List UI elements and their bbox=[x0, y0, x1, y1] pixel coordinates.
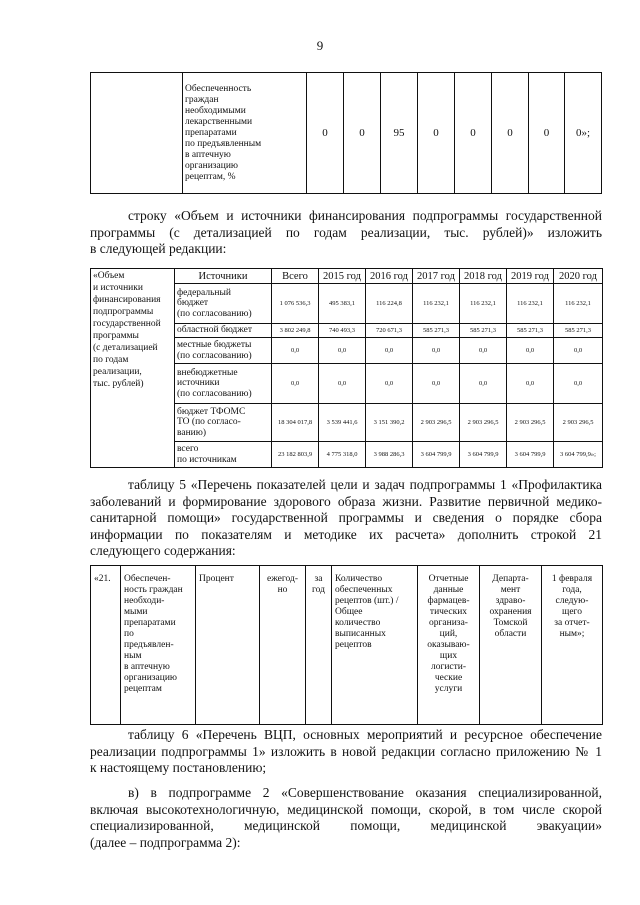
amount-cell: 116 232,1 bbox=[554, 284, 603, 324]
cell-line: Обеспечен- bbox=[124, 574, 171, 584]
cell-line: необходи- bbox=[124, 596, 165, 606]
cell-line: ций, bbox=[439, 629, 458, 639]
indicator-21-table bbox=[90, 565, 603, 725]
text-line: в следующей редакции: bbox=[90, 241, 227, 256]
cell-line: граждан bbox=[185, 94, 219, 105]
text-line: заболеваний и формирование здорового образа жизни. Развитие первичной медико- bbox=[90, 493, 602, 509]
cell-line: ность граждан bbox=[124, 585, 183, 595]
amount-cell: 23 182 803,9 bbox=[272, 442, 319, 468]
amount-cell: 2 903 296,5 bbox=[507, 404, 554, 442]
text-line: следующего содержания: bbox=[90, 543, 236, 558]
column-header: 2019 год bbox=[507, 269, 554, 284]
text-line: программы (с детализацией по годам реализации, тыс. рублей)» изложить bbox=[90, 224, 602, 240]
cell-line: ным»; bbox=[559, 629, 585, 639]
cell-line: местные бюджеты bbox=[177, 340, 252, 350]
cell-line: программы bbox=[93, 331, 139, 341]
cell-line: в аптечную bbox=[185, 149, 231, 160]
cell-line: охранения bbox=[489, 607, 532, 617]
value-cell: 0»; bbox=[565, 73, 602, 194]
amount-cell: 3 802 249,8 bbox=[272, 324, 319, 338]
cell-line: рецептам bbox=[124, 684, 162, 694]
amount-cell: 3 539 441,6 bbox=[319, 404, 366, 442]
cell-line: реализации, bbox=[93, 367, 142, 377]
cell-line: бюджет bbox=[177, 298, 209, 309]
text-line: информации по показателям и методике их расчета» дополнить строкой 21 bbox=[90, 526, 602, 542]
cell-line: в аптечную bbox=[124, 662, 170, 672]
cell-line: выписанных bbox=[335, 629, 386, 639]
cell-line: щих bbox=[439, 651, 458, 661]
amount-cell: 3 604 799,9 bbox=[413, 442, 460, 468]
cell-line: Общее bbox=[335, 607, 363, 617]
text-line: специализированной, медицинской помощи, медицинской эвакуации» bbox=[90, 818, 602, 833]
cell-line: (с детализацией bbox=[93, 343, 158, 353]
cell-line: и источники bbox=[93, 283, 143, 293]
responsible-cell bbox=[480, 566, 542, 725]
amount-cell: 585 271,3 bbox=[413, 324, 460, 338]
cell-line: области bbox=[494, 629, 527, 639]
cell-line: данные bbox=[433, 585, 464, 595]
cell-line: организацию bbox=[185, 160, 239, 171]
cell-line: финансирования bbox=[93, 295, 161, 305]
cell-line: препаратами bbox=[124, 618, 176, 628]
cell-line: рецептов (шт.) / bbox=[335, 596, 399, 606]
amount-cell: 4 775 318,0 bbox=[319, 442, 366, 468]
amount-cell: 116 224,8 bbox=[366, 284, 413, 324]
amount-cell: 3 988 286,3 bbox=[366, 442, 413, 468]
cell-line: количество bbox=[335, 618, 381, 628]
amount-cell: 585 271,3 bbox=[460, 324, 507, 338]
cell-line: организацию bbox=[124, 673, 178, 683]
cell-line: организа- bbox=[429, 618, 468, 628]
cell-line: ческие bbox=[434, 673, 463, 683]
cell-line: источники bbox=[177, 378, 220, 389]
source-cell bbox=[175, 284, 272, 324]
cell-line: внебюджетные bbox=[177, 367, 238, 378]
text-line: реализации подпрограммы 1» изложить в новой редакции согласно приложению № 1 bbox=[90, 743, 602, 759]
amount-cell: 0,0 bbox=[554, 338, 603, 364]
cell-line: по bbox=[124, 629, 134, 639]
period-cell bbox=[306, 566, 332, 725]
amount-cell: 2 903 296,5 bbox=[460, 404, 507, 442]
amount-cell: 0,0 bbox=[507, 338, 554, 364]
amount-cell: 0,0 bbox=[507, 364, 554, 404]
column-header: 2016 год bbox=[366, 269, 413, 284]
cell-line: ежегод- bbox=[266, 574, 298, 584]
cell-line: государственной bbox=[93, 319, 161, 329]
column-header: 2015 год bbox=[319, 269, 366, 284]
text-line: санитарной помощи» государственной программы и сведения о порядке сбора bbox=[90, 510, 602, 525]
value-cell: 0 bbox=[455, 73, 492, 194]
value-cell: 95 bbox=[381, 73, 418, 194]
amount-cell: 3 604 799,9 bbox=[507, 442, 554, 468]
table-row bbox=[91, 566, 603, 725]
amount-cell: 740 493,3 bbox=[319, 324, 366, 338]
cell-line: по предъявленным bbox=[185, 138, 262, 149]
cell-line: препаратами bbox=[185, 127, 237, 138]
amount-cell: 3 151 390,2 bbox=[366, 404, 413, 442]
value-cell: 0 bbox=[418, 73, 455, 194]
amount-cell: 0,0 bbox=[413, 338, 460, 364]
cell-line: (по согласованию) bbox=[177, 388, 252, 399]
amount-cell: 720 671,3 bbox=[366, 324, 413, 338]
source-cell bbox=[175, 442, 272, 468]
source-cell bbox=[175, 364, 272, 404]
cell-line: но bbox=[277, 585, 288, 595]
text-line: в) в подпрограмме 2 «Совершенствование оказания специализированной, bbox=[128, 785, 602, 800]
amount-cell: 0,0 bbox=[319, 338, 366, 364]
cell-line: ным bbox=[124, 651, 142, 661]
frequency-cell bbox=[260, 566, 306, 725]
column-header: Источники bbox=[175, 269, 272, 284]
cell-line: (по согласованию) bbox=[177, 350, 252, 361]
financing-title-cell bbox=[91, 269, 175, 468]
indicator-table-row bbox=[90, 72, 602, 194]
source-cell bbox=[175, 338, 272, 364]
cell-line: года, bbox=[562, 585, 582, 595]
cell-line: мыми bbox=[124, 607, 148, 617]
amount-cell: 116 232,1 bbox=[413, 284, 460, 324]
cell-line: Количество bbox=[335, 574, 383, 584]
cell-line: щего bbox=[562, 607, 582, 617]
paragraph-table5 bbox=[90, 477, 602, 560]
amount-cell: 585 271,3 bbox=[554, 324, 603, 338]
column-header: 2020 год bbox=[554, 269, 603, 284]
column-header: 2017 год bbox=[413, 269, 460, 284]
source-cell bbox=[175, 404, 272, 442]
cell-line: здраво- bbox=[495, 596, 526, 606]
cell-line: всего bbox=[177, 444, 199, 454]
cell-line: Департа- bbox=[492, 574, 529, 584]
value-cell: 0 bbox=[344, 73, 381, 194]
paragraph-financing bbox=[90, 208, 602, 258]
cell-line: следую- bbox=[555, 596, 589, 606]
text-line: таблицу 6 «Перечень ВЦП, основных мероприятий и ресурсное обеспечение bbox=[128, 727, 602, 742]
paragraph-table6 bbox=[90, 727, 602, 777]
cell-line: логисти- bbox=[430, 662, 467, 672]
cell-line: «21. bbox=[94, 574, 111, 584]
text-line: строку «Объем и источники финансирования подпрограммы государственной bbox=[128, 208, 602, 223]
amount-cell: 0,0 bbox=[413, 364, 460, 404]
cell-line: «Объем bbox=[93, 271, 125, 281]
cell-line: Отчетные bbox=[428, 574, 469, 584]
cell-line: по источникам bbox=[177, 454, 237, 465]
cell-line: федеральный bbox=[177, 287, 231, 298]
cell-line: Обеспеченность bbox=[185, 83, 252, 94]
text-line: включая высокотехнологичную, медицинской помощи, скорой, в том числе скорой bbox=[90, 801, 602, 817]
cell-line: ТО (по согласо- bbox=[177, 417, 241, 428]
source-cell bbox=[175, 324, 272, 338]
unit-cell bbox=[196, 566, 260, 725]
cell-line: обеспеченных bbox=[335, 585, 393, 595]
source-cell bbox=[418, 566, 480, 725]
cell-line: ванию) bbox=[177, 427, 207, 438]
amount-cell: 0,0 bbox=[272, 364, 319, 404]
cell-line: фармацев- bbox=[427, 596, 470, 606]
amount-cell: 3 604 799,9 bbox=[460, 442, 507, 468]
deadline-cell bbox=[542, 566, 603, 725]
cell-line: мент bbox=[500, 585, 521, 595]
cell-line: год bbox=[312, 585, 325, 595]
cell-line: тических bbox=[429, 607, 468, 617]
amount-cell: 0,0 bbox=[366, 364, 413, 404]
value-cell: 0 bbox=[529, 73, 565, 194]
indicator-name-cell bbox=[183, 73, 307, 194]
amount-cell: 585 271,3 bbox=[507, 324, 554, 338]
cell-line: по годам bbox=[93, 355, 129, 365]
text-line: (далее – подпрограмма 2): bbox=[90, 834, 241, 850]
amount-cell: 116 232,1 bbox=[460, 284, 507, 324]
text-line: к настоящему постановлению; bbox=[90, 760, 267, 775]
amount-cell: 2 903 296,5 bbox=[413, 404, 460, 442]
value-cell: 0 bbox=[492, 73, 529, 194]
cell-line: за отчет- bbox=[554, 618, 590, 628]
amount-cell: 0,0 bbox=[554, 364, 603, 404]
cell-line: Томской bbox=[493, 618, 528, 628]
amount-cell: 495 383,1 bbox=[319, 284, 366, 324]
amount-cell: 3 604 799,9»; bbox=[554, 442, 603, 468]
cell-line: 1 февраля bbox=[551, 574, 593, 584]
amount-cell: 0,0 bbox=[366, 338, 413, 364]
cell-line: необходимыми bbox=[185, 105, 246, 116]
indicator-name-cell bbox=[121, 566, 196, 725]
row-number-cell bbox=[91, 566, 121, 725]
amount-cell: 0,0 bbox=[460, 338, 507, 364]
amount-cell: 2 903 296,5 bbox=[554, 404, 603, 442]
cell-line: предъявлен- bbox=[124, 640, 174, 650]
page-number: 9 bbox=[316, 38, 324, 53]
cell-line: Процент bbox=[199, 574, 234, 584]
cell-line: тыс. рублей) bbox=[93, 379, 144, 389]
amount-cell: 1 076 536,3 bbox=[272, 284, 319, 324]
method-cell bbox=[332, 566, 418, 725]
amount-cell: 0,0 bbox=[319, 364, 366, 404]
cell-line: лекарственными bbox=[185, 116, 253, 127]
cell-line: бюджет ТФОМС bbox=[177, 406, 246, 417]
cell-line: (по согласованию) bbox=[177, 308, 252, 319]
cell-line: оказываю- bbox=[427, 640, 470, 650]
text-line: таблицу 5 «Перечень показателей цели и задач подпрограммы 1 «Профилактика bbox=[128, 477, 602, 492]
cell-line: подпрограммы bbox=[93, 307, 154, 317]
amount-cell: 18 304 017,8 bbox=[272, 404, 319, 442]
column-header: 2018 год bbox=[460, 269, 507, 284]
amount-cell: 116 232,1 bbox=[507, 284, 554, 324]
empty-cell bbox=[91, 73, 183, 194]
cell-line: за bbox=[314, 574, 323, 584]
paragraph-subprogram2 bbox=[90, 785, 602, 851]
column-header: Всего bbox=[272, 269, 319, 284]
value-cell: 0 bbox=[307, 73, 344, 194]
cell-line: услуги bbox=[434, 684, 463, 694]
cell-line: областной бюджет bbox=[177, 325, 253, 336]
amount-cell: 0,0 bbox=[460, 364, 507, 404]
cell-line: рецептам, % bbox=[185, 171, 236, 182]
financing-table bbox=[90, 268, 603, 468]
amount-cell: 0,0 bbox=[272, 338, 319, 364]
cell-line: рецептов bbox=[335, 640, 372, 650]
